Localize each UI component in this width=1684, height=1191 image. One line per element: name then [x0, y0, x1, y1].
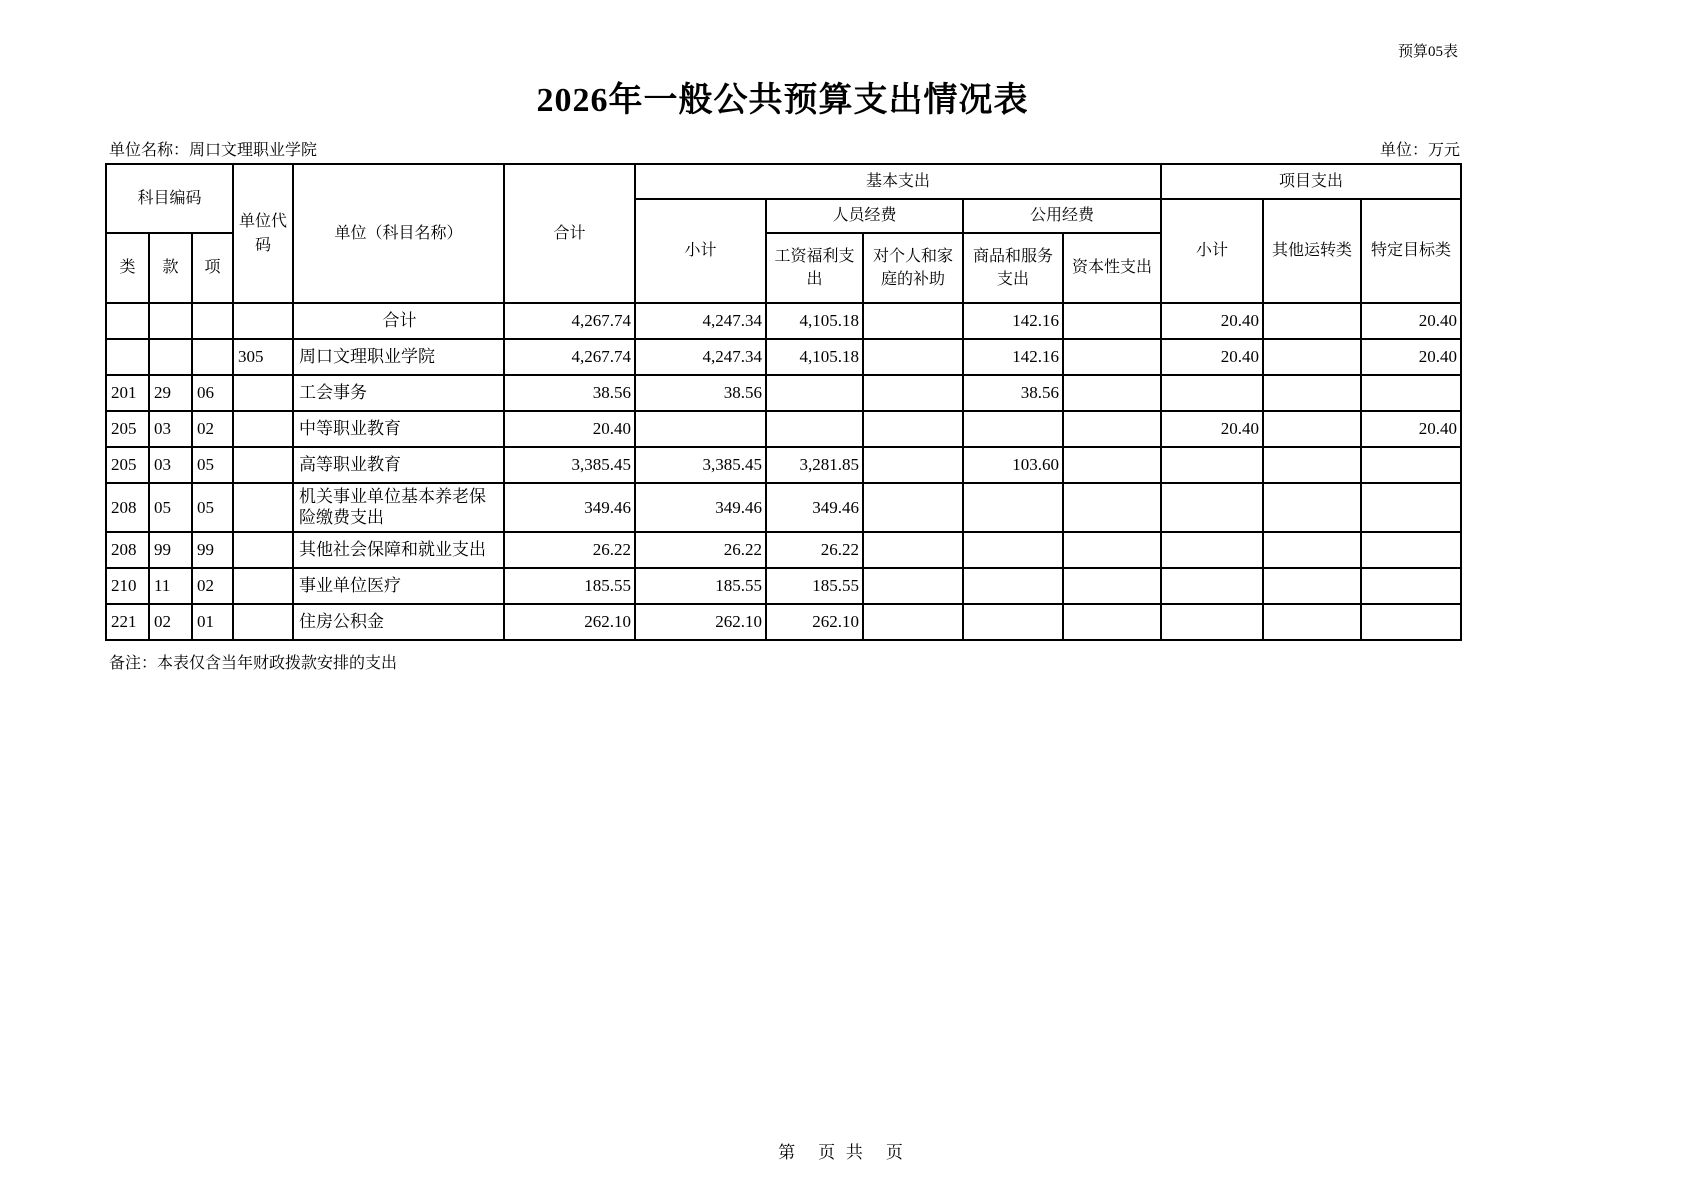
cell-unit-code — [233, 483, 293, 532]
cell-item-code: 01 — [192, 604, 233, 640]
cell-section-code: 11 — [149, 568, 192, 604]
table-header — [106, 164, 1461, 303]
cell-goods-services — [963, 604, 1063, 640]
cell-item-code: 05 — [192, 483, 233, 532]
cell-subject-name: 住房公积金 — [293, 604, 504, 640]
meta-row — [109, 137, 1460, 160]
cell-wage-welfare — [766, 375, 863, 411]
header-goods-services: 商品和服务支出 — [963, 233, 1063, 303]
cell-unit-code — [233, 568, 293, 604]
header-specific-target: 特定目标类 — [1361, 199, 1461, 303]
cell-total: 185.55 — [504, 568, 635, 604]
cell-basic-subtotal — [635, 411, 766, 447]
cell-project-subtotal: 20.40 — [1161, 411, 1263, 447]
cell-project-subtotal: 20.40 — [1161, 339, 1263, 375]
cell-capital — [1063, 604, 1161, 640]
cell-capital — [1063, 483, 1161, 532]
cell-other-operation — [1263, 568, 1361, 604]
cell-capital — [1063, 303, 1161, 339]
cell-unit-code — [233, 532, 293, 568]
cell-wage-welfare: 349.46 — [766, 483, 863, 532]
cell-class-code: 210 — [106, 568, 149, 604]
cell-capital — [1063, 532, 1161, 568]
cell-section-code: 03 — [149, 411, 192, 447]
cell-subject-name: 合计 — [293, 303, 504, 339]
cell-wage-welfare: 4,105.18 — [766, 339, 863, 375]
cell-subject-name: 其他社会保障和就业支出 — [293, 532, 504, 568]
cell-unit-code: 305 — [233, 339, 293, 375]
cell-other-operation — [1263, 447, 1361, 483]
header-section: 款 — [149, 233, 192, 303]
cell-basic-subtotal: 38.56 — [635, 375, 766, 411]
cell-item-code: 05 — [192, 447, 233, 483]
cell-project-subtotal — [1161, 568, 1263, 604]
page-title: 2026年一般公共预算支出情况表 — [536, 82, 1029, 119]
header-personal-family: 对个人和家庭的补助 — [863, 233, 963, 303]
table-row — [106, 411, 1461, 447]
cell-goods-services: 38.56 — [963, 375, 1063, 411]
cell-goods-services — [963, 483, 1063, 532]
cell-section-code: 99 — [149, 532, 192, 568]
cell-class-code: 221 — [106, 604, 149, 640]
header-capital: 资本性支出 — [1063, 233, 1161, 303]
cell-basic-subtotal: 262.10 — [635, 604, 766, 640]
table-row — [106, 532, 1461, 568]
cell-wage-welfare: 262.10 — [766, 604, 863, 640]
header-item: 项 — [192, 233, 233, 303]
table-body — [106, 303, 1461, 640]
cell-personal-family — [863, 411, 963, 447]
cell-total: 4,267.74 — [504, 303, 635, 339]
cell-class-code: 208 — [106, 532, 149, 568]
cell-unit-code — [233, 375, 293, 411]
cell-class-code: 205 — [106, 447, 149, 483]
unit-name-label: 单位名称：周口文理职业学院 — [109, 142, 318, 159]
budget-expenditure-table — [105, 163, 1462, 641]
cell-class-code — [106, 303, 149, 339]
form-number-label: 预算05表 — [1397, 44, 1458, 60]
cell-unit-code — [233, 447, 293, 483]
cell-subject-name: 高等职业教育 — [293, 447, 504, 483]
cell-unit-code — [233, 303, 293, 339]
cell-specific-target — [1361, 483, 1461, 532]
cell-section-code: 05 — [149, 483, 192, 532]
header-public-funds: 公用经费 — [963, 199, 1161, 233]
cell-unit-code — [233, 604, 293, 640]
header-other-operation: 其他运转类 — [1263, 199, 1361, 303]
cell-personal-family — [863, 303, 963, 339]
cell-total: 20.40 — [504, 411, 635, 447]
cell-project-subtotal — [1161, 532, 1263, 568]
cell-personal-family — [863, 339, 963, 375]
cell-personal-family — [863, 447, 963, 483]
page-footer: 第 页 共 页 — [778, 1143, 906, 1162]
cell-other-operation — [1263, 303, 1361, 339]
header-personnel-funds: 人员经费 — [766, 199, 963, 233]
cell-wage-welfare: 4,105.18 — [766, 303, 863, 339]
cell-wage-welfare — [766, 411, 863, 447]
cell-subject-name: 机关事业单位基本养老保险缴费支出 — [293, 483, 504, 532]
cell-section-code — [149, 339, 192, 375]
cell-goods-services: 103.60 — [963, 447, 1063, 483]
table-row — [106, 568, 1461, 604]
cell-item-code — [192, 339, 233, 375]
cell-item-code: 99 — [192, 532, 233, 568]
cell-item-code: 02 — [192, 568, 233, 604]
cell-subject-name: 事业单位医疗 — [293, 568, 504, 604]
header-wage-welfare: 工资福利支出 — [766, 233, 863, 303]
header-project-expenditure: 项目支出 — [1161, 164, 1461, 199]
cell-specific-target — [1361, 604, 1461, 640]
cell-goods-services: 142.16 — [963, 303, 1063, 339]
header-basic-expenditure: 基本支出 — [635, 164, 1161, 199]
cell-capital — [1063, 339, 1161, 375]
cell-specific-target — [1361, 375, 1461, 411]
cell-other-operation — [1263, 483, 1361, 532]
cell-item-code: 06 — [192, 375, 233, 411]
cell-wage-welfare: 26.22 — [766, 532, 863, 568]
cell-personal-family — [863, 532, 963, 568]
cell-goods-services: 142.16 — [963, 339, 1063, 375]
table-row — [106, 303, 1461, 339]
cell-specific-target: 20.40 — [1361, 303, 1461, 339]
cell-subject-name: 中等职业教育 — [293, 411, 504, 447]
header-subject-code: 科目编码 — [106, 164, 233, 233]
cell-personal-family — [863, 375, 963, 411]
cell-class-code: 201 — [106, 375, 149, 411]
cell-total: 26.22 — [504, 532, 635, 568]
cell-class-code: 208 — [106, 483, 149, 532]
cell-item-code — [192, 303, 233, 339]
cell-basic-subtotal: 349.46 — [635, 483, 766, 532]
cell-other-operation — [1263, 339, 1361, 375]
cell-item-code: 02 — [192, 411, 233, 447]
document-page — [105, 0, 1460, 673]
cell-subject-name: 工会事务 — [293, 375, 504, 411]
cell-capital — [1063, 447, 1161, 483]
cell-other-operation — [1263, 411, 1361, 447]
header-project-subtotal: 小计 — [1161, 199, 1263, 303]
cell-section-code: 03 — [149, 447, 192, 483]
cell-personal-family — [863, 483, 963, 532]
header-unit-name: 单位（科目名称） — [293, 164, 504, 303]
cell-specific-target: 20.40 — [1361, 339, 1461, 375]
cell-project-subtotal — [1161, 604, 1263, 640]
header-total: 合计 — [504, 164, 635, 303]
cell-specific-target — [1361, 447, 1461, 483]
cell-class-code: 205 — [106, 411, 149, 447]
table-note: 备注：本表仅含当年财政拨款安排的支出 — [109, 654, 398, 672]
cell-goods-services — [963, 411, 1063, 447]
cell-section-code: 29 — [149, 375, 192, 411]
table-row — [106, 375, 1461, 411]
cell-personal-family — [863, 568, 963, 604]
cell-goods-services — [963, 568, 1063, 604]
table-row — [106, 339, 1461, 375]
cell-specific-target — [1361, 568, 1461, 604]
cell-project-subtotal — [1161, 483, 1263, 532]
cell-total: 262.10 — [504, 604, 635, 640]
cell-capital — [1063, 568, 1161, 604]
cell-total: 4,267.74 — [504, 339, 635, 375]
cell-section-code: 02 — [149, 604, 192, 640]
cell-total: 3,385.45 — [504, 447, 635, 483]
currency-unit-label: 单位：万元 — [1379, 142, 1460, 159]
cell-capital — [1063, 411, 1161, 447]
cell-basic-subtotal: 3,385.45 — [635, 447, 766, 483]
cell-basic-subtotal: 185.55 — [635, 568, 766, 604]
cell-personal-family — [863, 604, 963, 640]
cell-wage-welfare: 185.55 — [766, 568, 863, 604]
cell-total: 38.56 — [504, 375, 635, 411]
table-row — [106, 447, 1461, 483]
cell-other-operation — [1263, 532, 1361, 568]
cell-basic-subtotal: 4,247.34 — [635, 303, 766, 339]
cell-goods-services — [963, 532, 1063, 568]
table-row — [106, 483, 1461, 532]
cell-class-code — [106, 339, 149, 375]
cell-basic-subtotal: 4,247.34 — [635, 339, 766, 375]
cell-project-subtotal: 20.40 — [1161, 303, 1263, 339]
cell-basic-subtotal: 26.22 — [635, 532, 766, 568]
cell-unit-code — [233, 411, 293, 447]
cell-total: 349.46 — [504, 483, 635, 532]
header-class: 类 — [106, 233, 149, 303]
cell-project-subtotal — [1161, 447, 1263, 483]
cell-specific-target: 20.40 — [1361, 411, 1461, 447]
cell-other-operation — [1263, 375, 1361, 411]
cell-specific-target — [1361, 532, 1461, 568]
cell-capital — [1063, 375, 1161, 411]
cell-other-operation — [1263, 604, 1361, 640]
header-basic-subtotal: 小计 — [635, 199, 766, 303]
cell-project-subtotal — [1161, 375, 1263, 411]
cell-section-code — [149, 303, 192, 339]
table-row — [106, 604, 1461, 640]
cell-subject-name: 周口文理职业学院 — [293, 339, 504, 375]
cell-wage-welfare: 3,281.85 — [766, 447, 863, 483]
header-unit-code: 单位代码 — [233, 164, 293, 303]
